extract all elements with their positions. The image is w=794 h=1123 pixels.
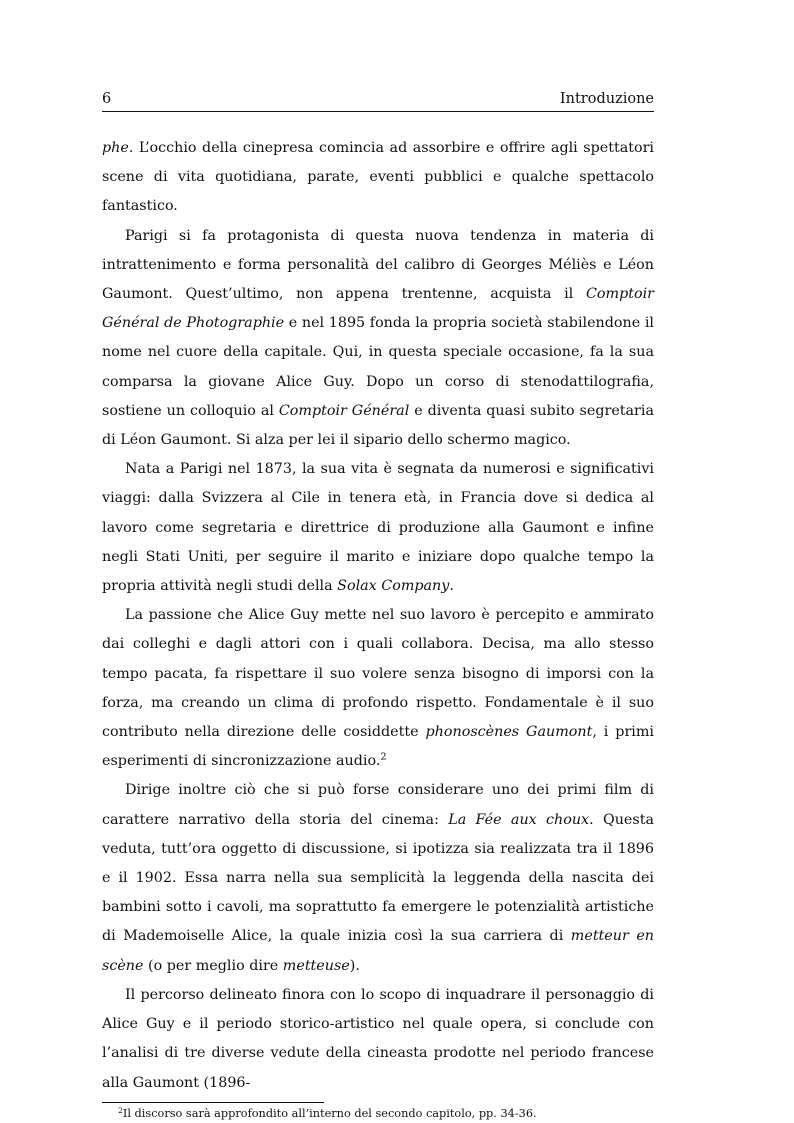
paragraph [102, 601, 654, 776]
italic-text: metteur en scène [102, 928, 654, 974]
text-run: e nel 1895 fonda la propria società stabilendone il nome nel cuore della capitale. Qui, in questa speciale occasione, fa la sua comparsa la giovane Alice Guy. Dopo un corso di stenodattilografia, sostiene un colloquio al [102, 315, 654, 419]
paragraph [102, 134, 654, 222]
text-run: ). [349, 957, 360, 974]
body-text [102, 134, 654, 1098]
footnote-mark: 2 [118, 1105, 123, 1115]
running-header [102, 88, 654, 112]
paragraph [102, 776, 654, 980]
footnote-separator [102, 1102, 324, 1103]
text-run: (o per meglio dire [143, 957, 283, 974]
document-page [102, 88, 654, 1121]
text-run: Dirige inoltre ciò che si può forse considerare uno dei primi film di carattere narrativo della storia del cinema: [102, 782, 654, 828]
paragraph [102, 455, 654, 601]
text-run: Il percorso delineato finora con lo scopo di inquadrare il personaggio di Alice Guy e il periodo storico-artistico nel quale opera, si conclude con l’analisi di tre diverse vedute della cineasta prodotte nel periodo francese alla Gaumont (1896- [102, 986, 654, 1091]
text-run: . Questa veduta, tutt’ora oggetto di discussione, si ipotizza sia realizzata tra il 1896 e il 1902. Essa narra nella sua semplicità la leggenda della nascita dei bambini sotto i cavoli, ma soprattutto fa emergere le potenzialità artistiche di Mademoiselle Alice, la quale inizia così la sua carriera di [102, 811, 654, 945]
italic-text: La Fée aux choux [448, 811, 590, 828]
footnote [102, 1106, 654, 1121]
text-run: e diventa quasi subito segretaria di Léon Gaumont. Si alza per lei il sipario dello schermo magico. [102, 402, 654, 449]
italic-text: Comptoir Général de Photographie [102, 286, 654, 332]
italic-text: phe. [102, 140, 134, 156]
italic-text: Comptoir Général [278, 402, 410, 419]
page-number: 6 [102, 91, 112, 107]
text-run: La passione che Alice Guy mette nel suo lavoro è percepito e ammirato dai colleghi e dagli attori con i quali collabora. Decisa, ma allo stesso tempo pacata, fa rispettare il suo volere senza bisogno di imporsi con la forza, ma creando un clima di profondo rispetto. Fondamentale è il suo contributo nella direzione delle cosiddette [102, 607, 654, 741]
text-run: . [449, 578, 454, 595]
text-run: Nata a Parigi nel 1873, la sua vita è segnata da numerosi e significativi viaggi: dalla Svizzera al Cile in tenera età, in Francia dove si dedica al lavoro come segretaria e direttrice di produzione alla Gaumont e infine negli Stati Uniti, per seguire il marito e iniziare dopo qualche tempo la propria attività negli studi della [102, 461, 654, 595]
footnote-reference: 2 [380, 751, 387, 763]
footnote-text: Il discorso sarà approfondito all’interno del secondo capitolo, pp. 34-36. [122, 1106, 537, 1120]
text-run: , i primi esperimenti di sincronizzazione audio. [102, 724, 654, 770]
paragraph [102, 222, 654, 456]
chapter-title: Introduzione [559, 91, 654, 107]
italic-text: phonoscènes Gaumont [425, 724, 593, 741]
text-run: L’occhio della cinepresa comincia ad assorbire e offrire agli spettatori scene di vita quotidiana, parate, eventi pubblici e qualche spettacolo fantastico. [102, 140, 654, 215]
paragraph [102, 981, 654, 1098]
italic-text: metteuse [282, 957, 350, 974]
text-run: Parigi si fa protagonista di questa nuova tendenza in materia di intrattenimento e forma personalità del calibro di Georges Méliès e Léon Gaumont. Quest’ultimo, non appena trentenne, acquista il [102, 227, 654, 303]
italic-text: Solax Company [337, 578, 450, 595]
